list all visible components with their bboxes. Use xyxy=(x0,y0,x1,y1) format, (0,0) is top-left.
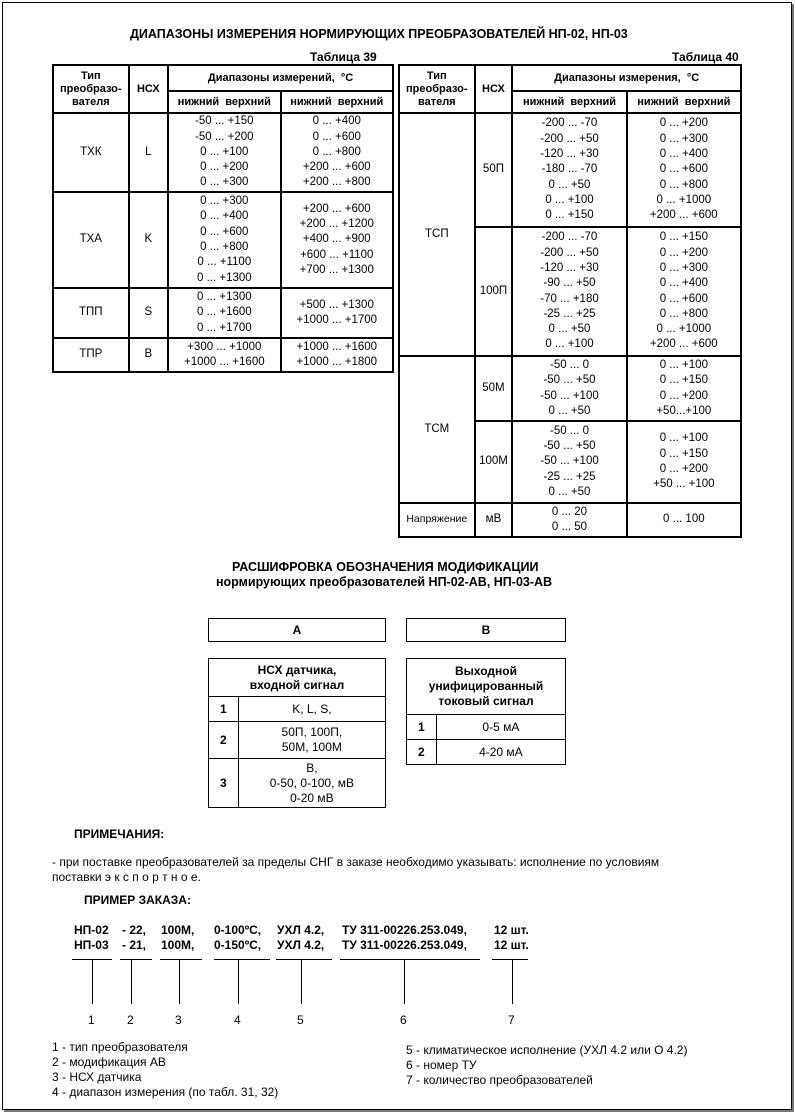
legend-item: 1 - тип преобразователя xyxy=(52,1040,188,1054)
order-field-mod: - 21, xyxy=(122,938,147,952)
t40-range-low: -200 ... -70 -200 ... +50 -120 ... +30 -90 ... +50 -70 ... +180 -25 ... +25 0 ... +50 0 ... +100 xyxy=(512,227,626,356)
t40-range-low: -200 ... -70 -200 ... +50 -120 ... +30 -180 ... -70 0 ... +50 0 ... +100 0 ... +150 xyxy=(512,113,626,227)
box-a: А xyxy=(208,618,386,642)
table-b-header: Выходной унифицированный токовый сигнал xyxy=(407,659,566,715)
t39-header-sub1: нижний верхний xyxy=(168,91,280,113)
order-number: 4 xyxy=(234,1013,241,1027)
order-number: 7 xyxy=(508,1013,515,1027)
table-a-value: K, L, S, xyxy=(238,697,385,722)
t39-range-low: 0 ... +1300 0 ... +1600 0 ... +1700 xyxy=(168,288,280,338)
t40-range-high: 0 ... +150 0 ... +200 0 ... +300 0 ... +400 0 ... +600 0 ... +800 0 ... +1000 +200 ... +600 xyxy=(627,227,741,356)
legend-item: 6 - номер ТУ xyxy=(406,1058,477,1072)
t39-range-high: 0 ... +400 0 ... +600 0 ... +800 +200 ... +600 +200 ... +800 xyxy=(281,113,393,192)
legend-left xyxy=(52,1040,278,1100)
notes-text-line2: поставки э к с п о р т н о е. xyxy=(52,870,201,884)
legend-item: 2 - модификация АВ xyxy=(52,1055,166,1069)
legend-item: 7 - количество преобразователей xyxy=(406,1073,593,1087)
t40-nsx: 50М xyxy=(475,356,513,421)
t39-header-ranges: Диапазоны измерений, °С xyxy=(168,65,393,91)
t39-range-low: 0 ... +300 0 ... +400 0 ... +600 0 ... +800 0 ... +1100 0 ... +1300 xyxy=(168,192,280,288)
t39-type: ТХА xyxy=(53,192,129,288)
order-underline xyxy=(340,959,480,960)
order-leader xyxy=(404,960,405,1004)
table-b-num: 1 xyxy=(407,715,437,740)
t39-type: ТПП xyxy=(53,288,129,338)
notes-text-line1: - при поставке преобразователей за пределы СНГ в заказе необходимо указывать: исполнение по условиям xyxy=(52,855,660,869)
t40-range-high: 0 ... +200 0 ... +300 0 ... +400 0 ... +600 0 ... +800 0 ... +1000 +200 ... +600 xyxy=(627,113,741,227)
table39 xyxy=(52,64,394,373)
table-a-num: 1 xyxy=(209,697,239,722)
t40-type: ТСМ xyxy=(399,356,475,503)
order-field-range: 0-150ºС, xyxy=(214,938,262,952)
table40 xyxy=(398,64,742,538)
decode-subtitle: нормирующих преобразователей НП-02-АВ, НП-03-АВ xyxy=(216,575,553,589)
t39-header-nsx: НСХ xyxy=(129,65,169,113)
t39-nsx: B xyxy=(129,338,169,372)
table-b-value: 0-5 мА xyxy=(436,715,565,740)
decode-title: РАСШИФРОВКА ОБОЗНАЧЕНИЯ МОДИФИКАЦИИ xyxy=(232,560,539,574)
t40-nsx: 100М xyxy=(475,421,513,503)
box-b: В xyxy=(406,618,566,642)
legend-item: 3 - НСХ датчика xyxy=(52,1070,142,1084)
t40-range-high: 0 ... +100 0 ... +150 0 ... +200 +50 ... +100 xyxy=(627,421,741,503)
t39-range-high: +500 ... +1300 +1000 ... +1700 xyxy=(281,288,393,338)
t40-header-ranges: Диапазоны измерения, °С xyxy=(512,65,741,91)
t40-range-high: 0 ... 100 xyxy=(627,503,741,537)
order-underline xyxy=(492,959,528,960)
t40-nsx: 100П xyxy=(475,227,513,356)
order-leader xyxy=(92,960,93,1004)
order-field-type: НП-03 xyxy=(74,938,109,952)
t39-type: ТХК xyxy=(53,113,129,192)
order-underline xyxy=(276,959,332,960)
legend-right xyxy=(406,1043,687,1088)
legend-item: 5 - климатическое исполнение (УХЛ 4.2 или О 4.2) xyxy=(406,1043,688,1057)
table-a-value: B, 0-50, 0-100, мВ 0-20 мВ xyxy=(238,759,385,808)
t40-header-sub1: нижний верхний xyxy=(512,91,626,113)
order-leader xyxy=(512,960,513,1004)
t40-range-low: 0 ... 20 0 ... 50 xyxy=(512,503,626,537)
t39-type: ТПР xyxy=(53,338,129,372)
table40-caption: Таблица 40 xyxy=(672,50,739,64)
table-b-num: 2 xyxy=(407,740,437,765)
table-b-value: 4-20 мА xyxy=(436,740,565,765)
order-leader xyxy=(238,960,239,1004)
order-leader xyxy=(131,960,132,1004)
t39-header-sub2: нижний верхний xyxy=(281,91,393,113)
t40-nsx: мВ xyxy=(475,503,513,537)
table39-caption: Таблица 39 xyxy=(310,50,377,64)
t40-nsx: 50П xyxy=(475,113,513,227)
order-number: 6 xyxy=(400,1013,407,1027)
page-title: ДИАПАЗОНЫ ИЗМЕРЕНИЯ НОРМИРУЮЩИХ ПРЕОБРАЗОВАТЕЛЕЙ НП-02, НП-03 xyxy=(130,27,628,41)
order-field-climate: УХЛ 4.2, xyxy=(277,938,325,952)
order-underline xyxy=(214,959,270,960)
notes-title: ПРИМЕЧАНИЯ: xyxy=(74,827,165,841)
order-field-type: НП-02 xyxy=(74,923,109,937)
order-field-qty: 12 шт. xyxy=(494,938,529,952)
order-leader xyxy=(301,960,302,1004)
order-number: 5 xyxy=(297,1013,304,1027)
t39-range-high: +200 ... +600 +200 ... +1200 +400 ... +900 +600 ... +1100 +700 ... +1300 xyxy=(281,192,393,288)
table-a-num: 3 xyxy=(209,759,239,808)
t39-range-low: -50 ... +150 -50 ... +200 0 ... +100 0 ... +200 0 ... +300 xyxy=(168,113,280,192)
t39-range-low: +300 ... +1000 +1000 ... +1600 xyxy=(168,338,280,372)
order-number: 3 xyxy=(175,1013,182,1027)
t40-type: Напряжение xyxy=(399,503,475,537)
order-field-mod: - 22, xyxy=(122,923,147,937)
order-underline xyxy=(120,959,152,960)
t40-range-low: -50 ... 0 -50 ... +50 -50 ... +100 -25 ... +25 0 ... +50 xyxy=(512,421,626,503)
t39-nsx: L xyxy=(129,113,169,192)
order-number: 2 xyxy=(127,1013,134,1027)
order-underline xyxy=(160,959,202,960)
order-field-nsx: 100М, xyxy=(161,923,195,937)
order-field-tu: ТУ 311-00226.253.049, xyxy=(342,938,467,952)
order-title: ПРИМЕР ЗАКАЗА: xyxy=(84,893,191,907)
legend-item: 4 - диапазон измерения (по табл. 31, 32) xyxy=(52,1085,279,1099)
t40-range-low: -50 ... 0 -50 ... +50 -50 ... +100 0 ... +50 xyxy=(512,356,626,421)
table-a xyxy=(208,658,386,808)
table-a-num: 2 xyxy=(209,722,239,759)
t40-header-nsx: НСХ xyxy=(475,65,513,113)
order-leader xyxy=(179,960,180,1004)
order-field-range: 0-100ºС, xyxy=(214,923,262,937)
t39-nsx: S xyxy=(129,288,169,338)
t39-range-high: +1000 ... +1600 +1000 ... +1800 xyxy=(281,338,393,372)
order-field-qty: 12 шт. xyxy=(494,923,529,937)
t40-range-high: 0 ... +100 0 ... +150 0 ... +200 +50...+100 xyxy=(627,356,741,421)
table-a-header: НСХ датчика, входной сигнал xyxy=(209,659,386,697)
t39-header-type: Тип преобразо- вателя xyxy=(53,65,129,113)
order-field-tu: ТУ 311-00226.253.049, xyxy=(342,923,467,937)
t40-header-sub2: нижний верхний xyxy=(627,91,741,113)
table-a-value: 50П, 100П, 50М, 100М xyxy=(238,722,385,759)
order-field-nsx: 100М, xyxy=(161,938,195,952)
order-number: 1 xyxy=(88,1013,95,1027)
order-field-climate: УХЛ 4.2, xyxy=(277,923,325,937)
t40-header-type: Тип преобразо- вателя xyxy=(399,65,475,113)
t39-nsx: K xyxy=(129,192,169,288)
table-b xyxy=(406,658,566,765)
t40-type: ТСП xyxy=(399,113,475,356)
